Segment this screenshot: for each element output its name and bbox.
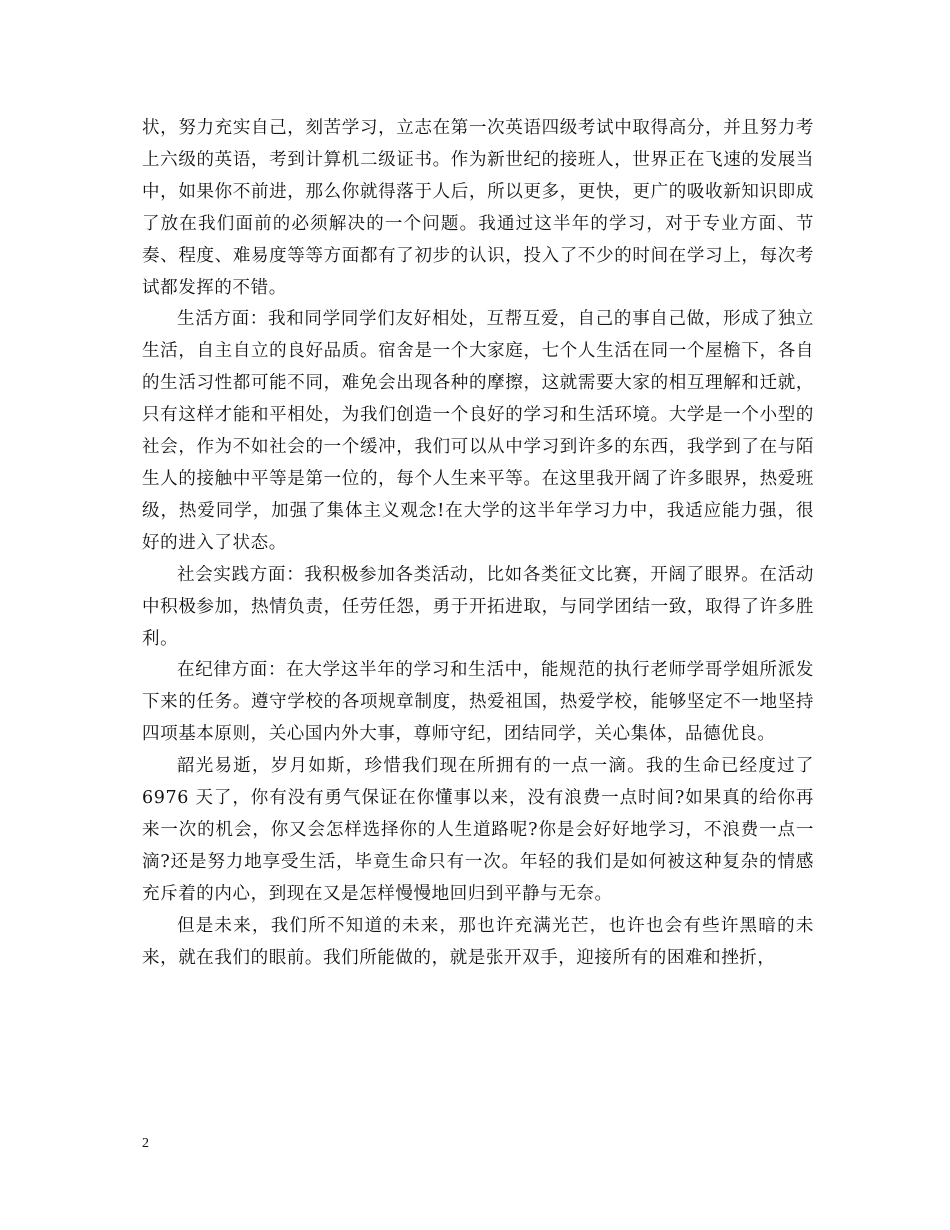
paragraph-study-continued: 状，努力充实自己，刻苦学习，立志在第一次英语四级考试中取得高分，并且努力考上六级的英语，考到计算机二级证书。作为新世纪的接班人，世界正在飞速的发展当中，如果你不前进，那么你就得落于人后，所以更多，更快，更广的吸收新知识即成了放在我们面前的必须解决的一个问题。我通过这半年的学习，对于专业方面、节奏、程度、难易度等等方面都有了初步的认识，投入了不少的时间在学习上，每次考试都发挥的不错。 — [142, 118, 814, 298]
paragraph-future: 但是未来，我们所不知道的未来，那也许充满光芒，也许也会有些许黑暗的未来，就在我们的眼前。我们所能做的，就是张开双手，迎接所有的困难和挫折， — [142, 915, 814, 968]
paragraph-life: 生活方面：我和同学同学们友好相处，互帮互爱，自己的事自己做，形成了独立生活，自主自立的良好品质。宿舍是一个大家庭，七个人生活在同一个屋檐下，各自的生活习性都可能不同，难免会出现各种的摩擦，这就需要大家的相互理解和迁就，只有这样才能和平相处，为我们创造一个良好的学习和生活环境。大学是一个小型的社会，作为不如社会的一个缓冲，我们可以从中学习到许多的东西，我学到了在与陌生人的接触中平等是第一位的，每个人生来平等。在这里我开阔了许多眼界，热爱班级，热爱同学，加强了集体主义观念!在大学的这半年学习力中，我适应能力强，很好的进入了状态。 — [142, 309, 814, 553]
document-body — [142, 113, 814, 974]
paragraph-discipline: 在纪律方面：在大学这半年的学习和生活中，能规范的执行老师学哥学姐所派发下来的任务。遵守学校的各项规章制度，热爱祖国，热爱学校，能够坚定不一地坚持四项基本原则，关心国内外大事，尊师守纪，团结同学，关心集体，品德优良。 — [142, 660, 814, 745]
paragraph-social-practice: 社会实践方面：我积极参加各类活动，比如各类征文比赛，开阔了眼界。在活动中积极参加，热情负责，任劳任怨，勇于开拓进取，与同学团结一致，取得了许多胜利。 — [142, 564, 814, 649]
page-number: 2 — [142, 1136, 149, 1151]
paragraph-reflection: 韶光易逝，岁月如斯，珍惜我们现在所拥有的一点一滴。我的生命已经度过了 6976 天了，你有没有勇气保证在你懂事以来，没有浪费一点时间?如果真的给你再来一次的机会，你又会怎样选择你的人生道路呢?你是会好好地学习，不浪费一点一滴?还是努力地享受生活，毕竟生命只有一次。年轻的我们是如何被这种复杂的情感充斥着的内心，到现在又是怎样慢慢地回归到平静与无奈。 — [142, 756, 814, 904]
